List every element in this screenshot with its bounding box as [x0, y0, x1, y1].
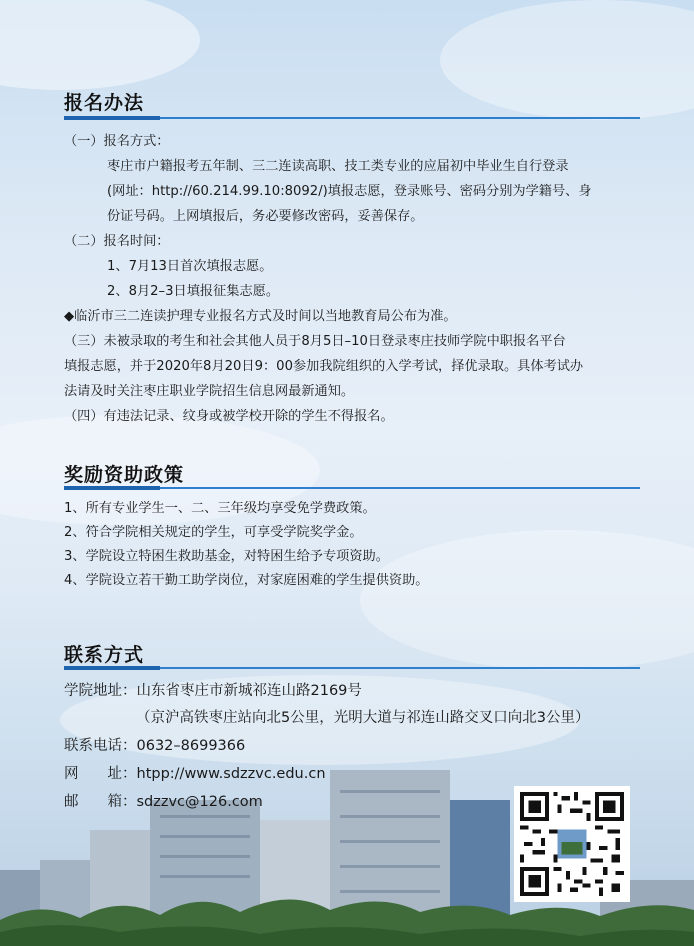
section-title-contact: 联系方式: [64, 644, 145, 666]
registration-line: 2、8月2–3日填报征集志愿。: [107, 284, 280, 299]
registration-line: 填报志愿，并于2020年8月20日9：00参加我院组织的入学考试，择优录取。具体考试办: [64, 359, 584, 374]
registration-line: （二）报名时间：: [64, 234, 170, 249]
registration-line: (网址：http://60.214.99.10:8092/)填报志愿，登录账号、密码分别为学籍号、身: [107, 184, 592, 199]
registration-line: 1、7月13日首次填报志愿。: [107, 259, 273, 274]
aid-line: 1、所有专业学生一、二、三年级均享受免学费政策。: [64, 501, 376, 516]
registration-line: 法请及时关注枣庄职业学院招生信息网最新通知。: [64, 384, 355, 399]
registration-line: 份证号码。上网填报后，务必要修改密码，妥善保存。: [107, 209, 424, 224]
registration-line: ◆临沂市三二连读护理专业报名方式及时间以当地教育局公布为准。: [64, 309, 457, 324]
aid-line: 2、符合学院相关规定的学生，可享受学院奖学金。: [64, 525, 363, 540]
contact-website: 网 址：htpp://www.sdzzvc.edu.cn: [64, 766, 326, 782]
section-title-aid: 奖励资助政策: [64, 464, 185, 486]
contact-phone: 联系电话：0632–8699366: [64, 738, 246, 754]
qr-code-icon: [514, 786, 630, 902]
section-divider: [64, 667, 640, 669]
aid-line: 3、学院设立特困生救助基金，对特困生给予专项资助。: [64, 549, 389, 564]
registration-line: （四）有违法记录、纹身或被学校开除的学生不得报名。: [64, 409, 394, 424]
registration-line: （三）未被录取的考生和社会其他人员于8月5日–10日登录枣庄技师学院中职报名平台: [64, 334, 566, 349]
section-title-registration: 报名办法: [64, 92, 145, 114]
section-divider: [64, 117, 640, 119]
registration-line: （一）报名方式：: [64, 134, 170, 149]
registration-line: 枣庄市户籍报考五年制、三二连读高职、技工类专业的应届初中毕业生自行登录: [107, 159, 569, 174]
contact-email: 邮 箱：sdzzvc@126.com: [64, 794, 263, 810]
contact-address: 学院地址：山东省枣庄市新城祁连山路2169号: [64, 683, 362, 699]
aid-line: 4、学院设立若干勤工助学岗位，对家庭困难的学生提供资助。: [64, 573, 429, 588]
section-divider: [64, 487, 640, 489]
contact-address-note: （京沪高铁枣庄站向北5公里，光明大道与祁连山路交叉口向北3公里）: [136, 710, 590, 726]
